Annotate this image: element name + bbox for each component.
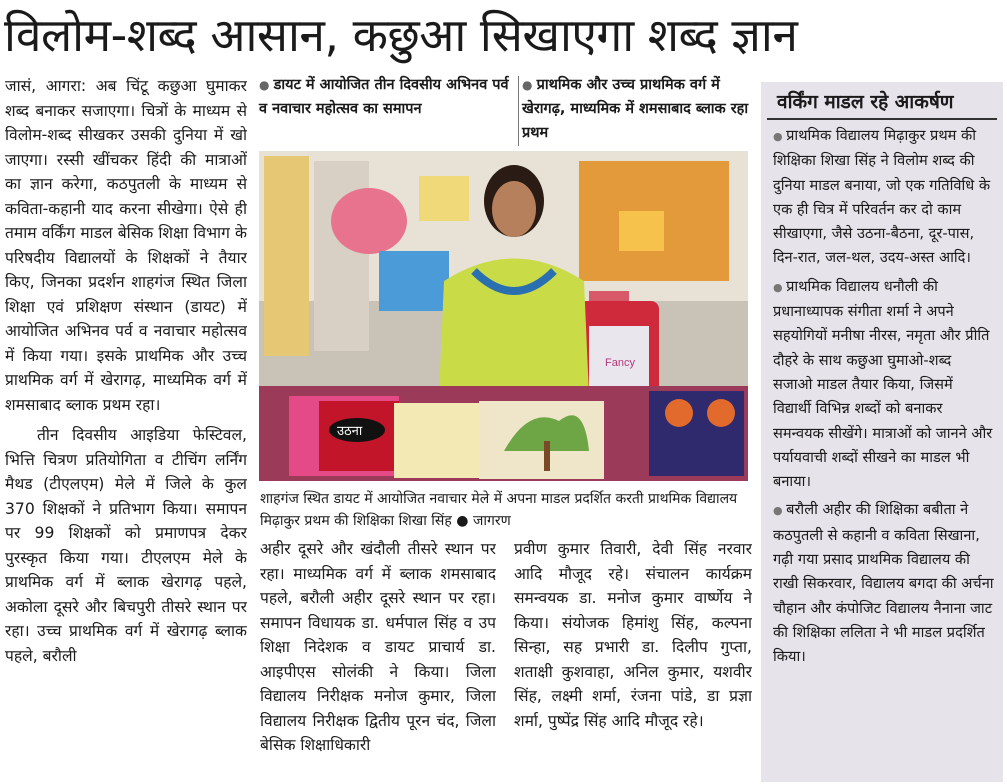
sidebar-item: ● प्राथमिक विद्यालय धनौली की प्रधानाध्यापक संगीता शर्मा ने अपने सहयोगियों मनीषा नीरस, नमृता और प्रीति दौहरे के साथ कछुआ घुमाओ-शब्द सजाओ माडल तैयार किया, जिसमें विद्यार्थी विभिन्न शब्दों को बनाकर समन्वयक सीखेंगे। मात्राओं को जानने और पर्यायवाची शब्दों सीखने का माडल भी बनाया। bbox=[761, 275, 1003, 495]
article-column-1 bbox=[5, 74, 247, 779]
photo-caption: शाहगंज स्थित डायट में आयोजित नवाचार मेले में अपना माडल प्रदर्शित करती प्राथमिक विद्यालय मिढ़ाकुर प्रथम की शिक्षिका शिखा सिंह ● जागरण bbox=[260, 491, 738, 529]
sidebar-item: ● प्राथमिक विद्यालय मिढ़ाकुर प्रथम की शिक्षिका शिखा सिंह ने विलोम शब्द की दुनिया माडल बनाया, जो एक गतिविधि के एक ही चित्र में परिवर्तन कर दो काम सीखाएगा, जैसे उठना-बैठना, दूर-पास, दिन-रात, जल-थल, उदय-अस्त आदि। bbox=[761, 124, 1003, 271]
highlight-point-2 bbox=[522, 73, 752, 149]
highlight-text: प्राथमिक और उच्च प्राथमिक वर्ग में खेरागढ़, माध्यमिक में शमसाबाद ब्लाक रहा प्रथम bbox=[522, 77, 749, 141]
sidebar-box bbox=[761, 82, 1003, 782]
sidebar-item: ● बरौली अहीर की शिक्षिका बबीता ने कठपुतली से कहानी व कविता सिखाना, गढ़ी गया प्रसाद प्राथमिक विद्यालय की राखी सिकरवार, विद्यालय बगदा की अर्चना चौहान और कंपोजिट विद्यालय नैनाना जाट की शिक्षिका ललिता ने भी माडल प्रदर्शित किया। bbox=[761, 498, 1003, 669]
bag-text: Fancy bbox=[605, 357, 635, 369]
paragraph: जासं, आगरा: अब चिंटू कछुआ घुमाकर शब्द बनाकर सजाएगा। चित्रों के माध्यम से विलोम-शब्द सीखकर उसकी दुनिया में खो जाएगा। रस्सी खींचकर हिंदी की मात्राओं का ज्ञान करेगा, कठपुतली के माध्यम से कविता-कहानी याद करना सीखेगा। ऐसे ही तमाम वर्किंग माडल बेसिक शिक्षा विभाग के परिषदीय विद्यालयों के शिक्षकों ने तैयार किए, जिनका प्रदर्शन शाहगंज स्थित जिला शिक्षा एवं प्रशिक्षण संस्थान (डायट) में आयोजित अभिनव पर्व व नवाचार महोत्सव में किया गया। इसके प्राथमिक और उच्च प्राथमिक वर्ग में खेरागढ़, माध्यमिक वर्ग में शमसाबाद ब्लाक प्रथम रहा। bbox=[5, 77, 247, 414]
headline: विलोम-शब्द आसान, कछुआ सिखाएगा शब्द ज्ञान bbox=[4, 8, 798, 62]
paragraph: तीन दिवसीय आइडिया फेस्टिवल, भित्ति चित्रण प्रतियोगिता व टीचिंग लर्निंग मैथड (टीएलएम) मेले में जिले के कुल 370 शिक्षकों ने प्रतिभाग किया। समापन पर 99 शिक्षकों को प्रमाणपत्र देकर पुरस्कृत किया गया। टीएलएम मेले के प्राथमिक वर्ग में ब्लाक खेरागढ़ पहले, अकोला दूसरे और बिचपुरी तीसरे स्थान पर रहा। उच्च प्राथमिक वर्ग में खेरागढ़ ब्लाक पहले, बरौली bbox=[5, 426, 247, 665]
photo-label: उठना bbox=[337, 424, 363, 439]
divider bbox=[518, 76, 519, 146]
highlight-text: डायट में आयोजित तीन दिवसीय अभिनव पर्व व नवाचार महोत्सव का समापन bbox=[259, 77, 509, 117]
highlight-point-1 bbox=[259, 73, 517, 149]
photo-illustration bbox=[259, 151, 748, 481]
article-column-2: अहीर दूसरे और खंदौली तीसरे स्थान पर रहा। माध्यमिक वर्ग में ब्लाक शमसाबाद पहले, बरौली अहीर दूसरे स्थान पर रहा। समापन विधायक डा. धर्मपाल सिंह व उप शिक्षा निदेशक व डायट प्राचार्य डा. आइपीएस सोलंकी ने किया। जिला विद्यालय निरीक्षक मनोज कुमार, जिला विद्यालय निरीक्षक द्वितीय पूरन चंद, जिला बेसिक शिक्षाधिकारी bbox=[260, 540, 496, 754]
news-photo bbox=[259, 151, 748, 481]
article-column-3: प्रवीण कुमार तिवारी, देवी सिंह नरवार आदि मौजूद रहे। संचालन कार्यक्रम समन्वयक डा. मनोज कुमार वार्ष्णेय ने किया। संयोजक हिमांशु सिंह, कल्पना सिन्हा, सह प्रभारी डा. दिलीप गुप्ता, शताक्षी कुशवाहा, अनिल कुमार, यशवीर सिंह, लक्ष्मी शर्मा, रंजना पांडे, डा प्रज्ञा शर्मा, पुष्पेंद्र सिंह आदि मौजूद रहे। bbox=[514, 540, 752, 730]
sidebar-title: वर्किंग माडल रहे आकर्षण bbox=[767, 82, 997, 120]
